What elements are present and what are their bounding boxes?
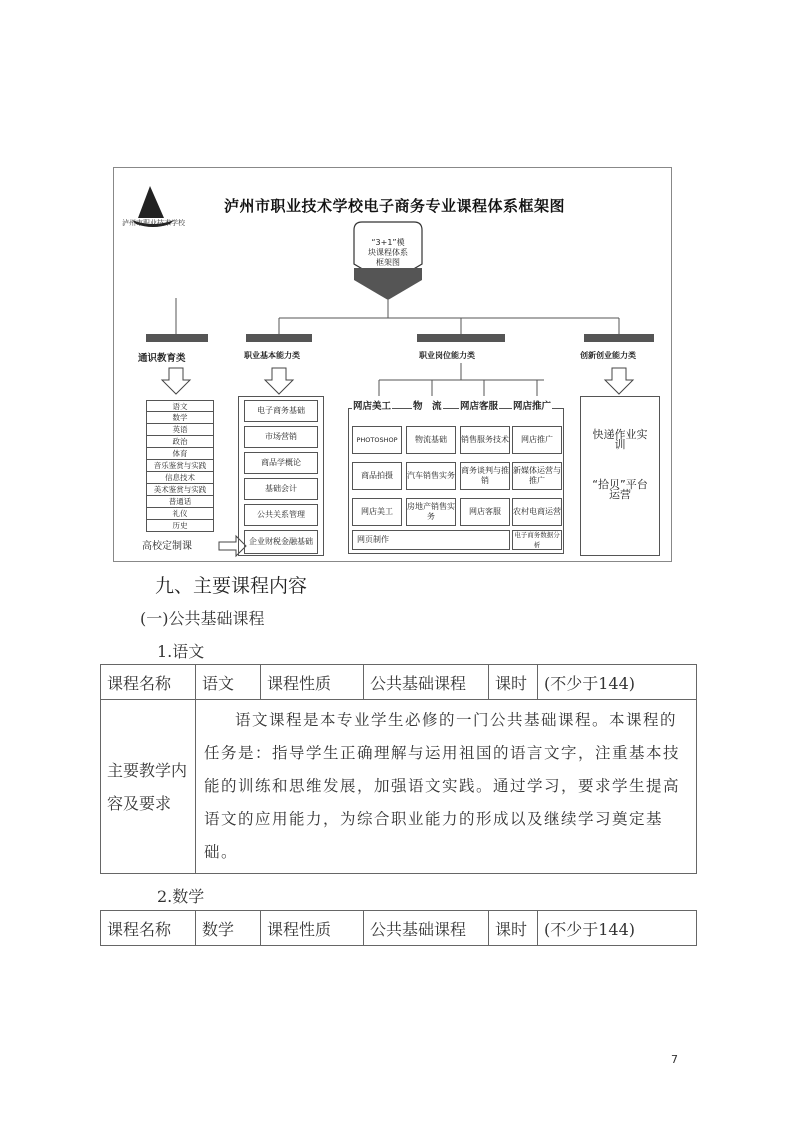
position-item: 商品拍摄 (352, 462, 402, 490)
section-title: 九、主要课程内容 (155, 575, 308, 597)
position-item: 网店客服 (460, 498, 510, 526)
basic-bar (246, 334, 312, 342)
course-table-math (100, 910, 697, 946)
course-nature: 公共基础课程 (364, 665, 489, 700)
position-item: 商务谈判与推销 (460, 462, 510, 490)
position-item: 物流基础 (406, 426, 456, 454)
position-label: 职业岗位能力类 (419, 351, 475, 360)
label-name: 课程名称 (101, 665, 196, 700)
position-item: 网店美工 (352, 498, 402, 526)
general-item: 政治 (146, 436, 214, 448)
position-bottom-right: 电子商务数据分析 (512, 530, 562, 550)
innovation-item: “拾贝”平台运营 (592, 478, 648, 501)
logo-text: 泸州市职业技术学校 (122, 219, 185, 227)
general-item: 历史 (146, 520, 214, 532)
general-item: 语文 (146, 400, 214, 412)
general-item: 体育 (146, 448, 214, 460)
position-bar (417, 334, 505, 342)
course-hours: (不少于144) (538, 665, 697, 700)
basic-item: 企业财税金融基础 (244, 530, 318, 554)
general-bar (146, 334, 208, 342)
basic-item: 商品学概论 (244, 452, 318, 474)
basic-item: 电子商务基础 (244, 400, 318, 422)
general-item: 普通话 (146, 496, 214, 508)
general-item: 数学 (146, 412, 214, 424)
course-nature: 公共基础课程 (364, 911, 489, 946)
general-item: 美术鉴赏与实践 (146, 484, 214, 496)
label-name: 课程名称 (101, 911, 196, 946)
course-name: 数学 (196, 911, 261, 946)
course-hours: (不少于144) (538, 911, 697, 946)
label-content: 主要教学内容及要求 (101, 700, 196, 874)
position-item: 销售服务技术 (460, 426, 510, 454)
position-item: 汽车销售实务 (406, 462, 456, 490)
label-hours: 课时 (489, 911, 538, 946)
page-number: 7 (671, 1053, 678, 1066)
label-nature: 课程性质 (261, 665, 364, 700)
position-bottom-left: 网页制作 (352, 530, 510, 550)
position-item: 农村电商运营 (512, 498, 562, 526)
position-item: 房地产销售实务 (406, 498, 456, 526)
label-nature: 课程性质 (261, 911, 364, 946)
position-col-label: 网店美工 (352, 398, 392, 412)
general-item: 英语 (146, 424, 214, 436)
subsection-title: (一)公共基础课程 (140, 609, 265, 628)
position-col-label: 网店客服 (459, 398, 499, 412)
curriculum-framework-diagram (113, 167, 672, 562)
position-item: 网店推广 (512, 426, 562, 454)
basic-item: 公共关系管理 (244, 504, 318, 526)
general-label: 通识教育类 (138, 353, 186, 364)
course-content: 语文课程是本专业学生必修的一门公共基础课程。本课程的任务是：指导学生正确理解与运用祖国的语言文字，注重基本技能的训练和思维发展，加强语文实践。通过学习，要求学生提高语文的应用能力，为综合职业能力的形成以及继续学习奠定基础。 (196, 700, 697, 874)
top-box-line-3: 框架图 (376, 258, 400, 267)
general-item: 信息技术 (146, 472, 214, 484)
top-box-line-2: 块课程体系 (368, 248, 408, 257)
position-col-label: 物 流 (412, 398, 443, 412)
course-heading: 2.数学 (157, 887, 205, 906)
table-row (101, 911, 697, 946)
innovation-item: 快递作业实训 (592, 428, 648, 451)
diagram-title: 泸州市职业技术学校电子商务专业课程体系框架图 (224, 197, 566, 215)
general-item: 礼仪 (146, 508, 214, 520)
top-box-line-1: “3+1”模 (371, 238, 405, 247)
innovation-box (580, 396, 660, 556)
general-course-list (146, 400, 214, 532)
course-heading: 1.语文 (157, 642, 205, 661)
course-table-chinese (100, 664, 697, 874)
innovation-label: 创新创业能力类 (580, 351, 636, 360)
basic-label: 职业基本能力类 (244, 351, 300, 360)
label-hours: 课时 (489, 665, 538, 700)
basic-item: 市场营销 (244, 426, 318, 448)
position-col-label: 网店推广 (512, 398, 552, 412)
table-row (101, 665, 697, 700)
table-row (101, 700, 697, 874)
position-item: PHOTOSHOP (352, 426, 402, 454)
custom-course-label: 高校定制课 (142, 541, 192, 552)
innovation-bar (584, 334, 654, 342)
basic-item: 基础会计 (244, 478, 318, 500)
course-name: 语文 (196, 665, 261, 700)
position-item: 新媒体运营与推广 (512, 462, 562, 490)
general-item: 音乐鉴赏与实践 (146, 460, 214, 472)
